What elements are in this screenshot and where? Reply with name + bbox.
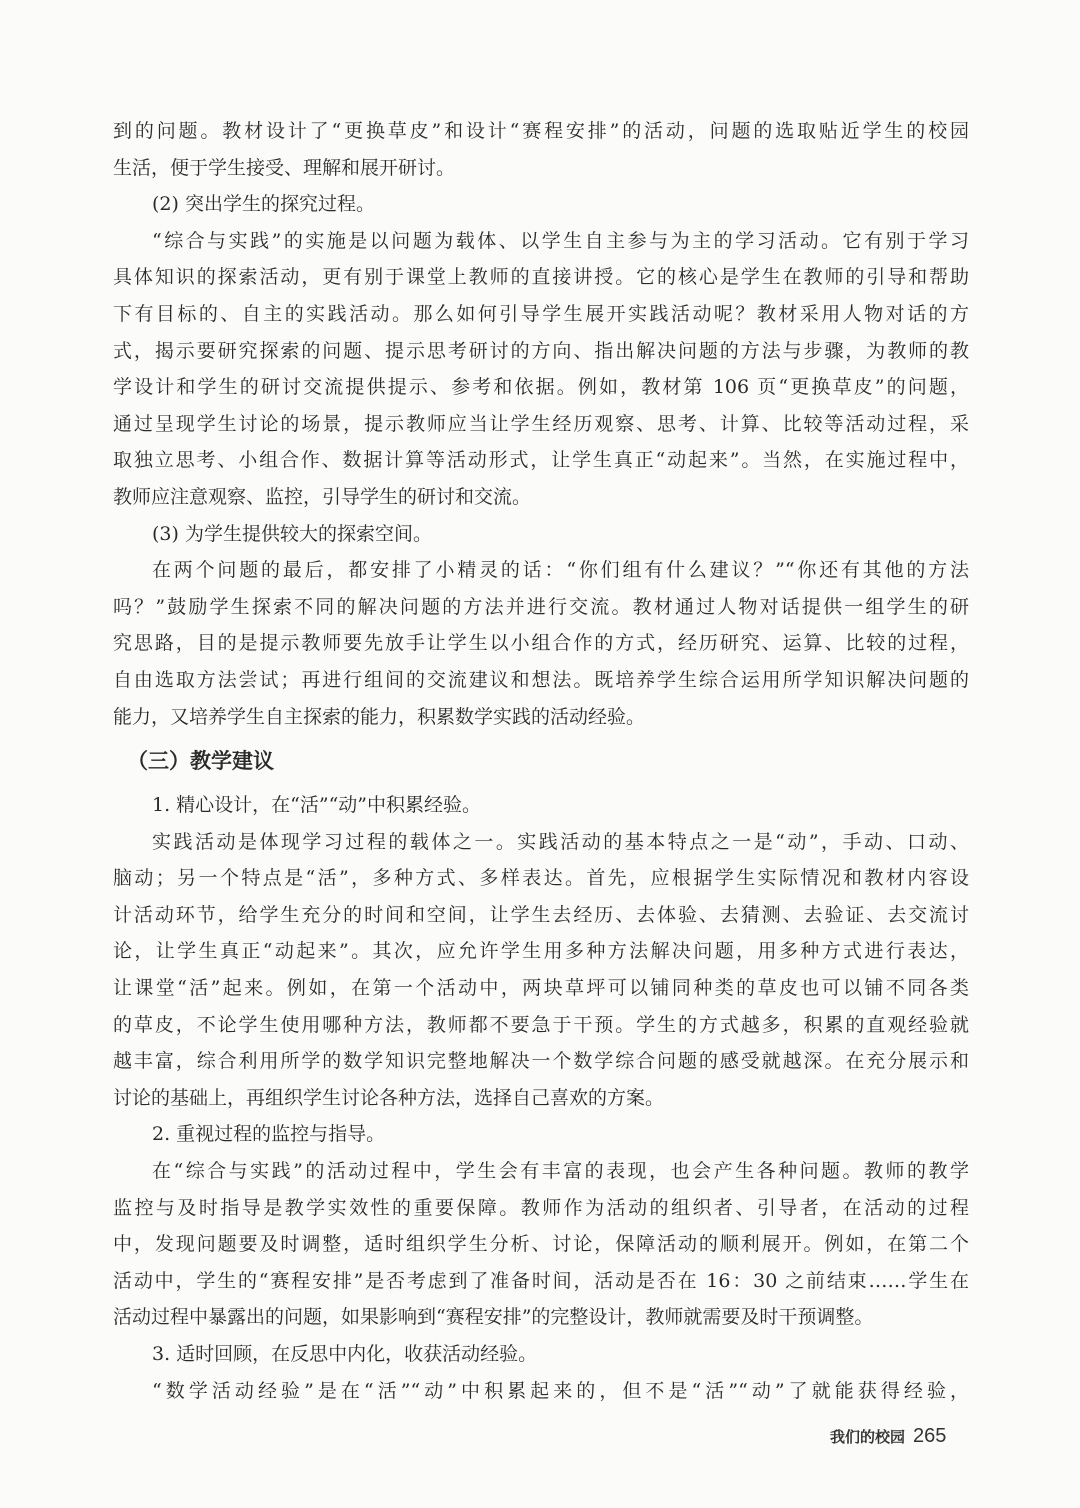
text-line: 3. 适时回顾，在反思中内化，收获活动经验。 xyxy=(152,1343,538,1365)
text-line: 生活，便于学生接受、理解和展开研讨。 xyxy=(113,156,456,179)
text-line: 到的问题。教材设计了“更换草皮”和设计“赛程安排”的活动，问题的选取贴近学生的校园 xyxy=(113,120,969,142)
text-line: 教师应注意观察、监控，引导学生的研讨和交流。 xyxy=(113,485,532,508)
text-line: 通过呈现学生讨论的场景，提示教师应当让学生经历观察、思考、计算、比较等活动过程，采 xyxy=(113,412,969,435)
heading-text: （三）教学建议 xyxy=(127,748,274,774)
text-line: 在“综合与实践”的活动过程中，学生会有丰富的表现，也会产生各种问题。教师的教学 xyxy=(152,1160,969,1183)
text-line: 脑动；另一个特点是“活”，多种方式、多样表达。首先，应根据学生实际情况和教材内容设 xyxy=(113,867,969,890)
text-line: “综合与实践”的实施是以问题为载体、以学生自主参与为主的学习活动。它有别于学习 xyxy=(152,229,969,252)
text-line: 论，让学生真正“动起来”。其次，应允许学生用多种方法解决问题，用多种方式进行表达， xyxy=(113,940,969,963)
text-line: (2) 突出学生的探究过程。 xyxy=(152,193,375,216)
text-line: 吗？”鼓励学生探索不同的解决问题的方法并进行交流。教材通过人物对话提供一组学生的研 xyxy=(113,595,969,618)
text-line: 自由选取方法尝试；再进行组间的交流建议和想法。既培养学生综合运用所学知识解决问题的 xyxy=(113,668,969,691)
text-line: 活动中，学生的“赛程安排”是否考虑到了准备时间，活动是否在 16：30 之前结束……学生在 xyxy=(113,1269,969,1292)
text-line: (3) 为学生提供较大的探索空间。 xyxy=(152,522,432,545)
paragraph xyxy=(113,1153,969,1336)
paragraph xyxy=(113,1116,969,1153)
text-line: “数学活动经验”是在“活”“动”中积累起来的，但不是“活”“动”了就能获得经验， xyxy=(152,1379,969,1402)
text-line: 计活动环节，给学生充分的时间和空间，让学生去经历、去体验、去猜测、去验证、去交流讨 xyxy=(113,903,969,926)
page-footer xyxy=(830,1425,946,1448)
text-line: 式，揭示要研究探索的问题、提示思考研讨的方向、指出解决问题的方法与步骤，为教师的教 xyxy=(113,339,969,362)
text-line: 让课堂“活”起来。例如，在第一个活动中，两块草坪可以铺同种类的草皮也可以铺不同各类 xyxy=(113,977,969,1000)
paragraph xyxy=(113,1336,969,1373)
page-body xyxy=(113,113,969,1409)
text-line: 越丰富，综合利用所学的数学知识完整地解决一个数学综合问题的感受就越深。在充分展示和 xyxy=(113,1050,969,1073)
text-line: 具体知识的探索活动，更有别于课堂上教师的直接讲授。它的核心是学生在教师的引导和帮助 xyxy=(113,266,969,289)
text-line: 讨论的基础上，再组织学生讨论各种方法，选择自己喜欢的方案。 xyxy=(113,1086,665,1109)
page-number: 265 xyxy=(913,1425,947,1447)
footer-chapter-title: 我们的校园 xyxy=(830,1428,906,1446)
text-line: 学设计和学生的研讨交流提供提示、参考和依据。例如，教材第 106 页“更换草皮”的问题， xyxy=(113,376,969,399)
paragraph xyxy=(113,824,969,1117)
paragraph xyxy=(113,787,969,824)
text-line: 实践活动是体现学习过程的载体之一。实践活动的基本特点之一是“动”，手动、口动、 xyxy=(152,830,969,853)
text-line: 监控与及时指导是教学实效性的重要保障。教师作为活动的组织者、引导者，在活动的过程 xyxy=(113,1196,969,1219)
paragraph xyxy=(113,113,969,186)
text-line: 能力，又培养学生自主探索的能力，积累数学实践的活动经验。 xyxy=(113,705,646,728)
text-line: 在两个问题的最后，都安排了小精灵的话：“你们组有什么建议？”“你还有其他的方法 xyxy=(152,559,969,582)
text-line: 2. 重视过程的监控与指导。 xyxy=(152,1123,386,1146)
paragraph xyxy=(113,1373,969,1410)
text-line: 中，发现问题要及时调整，适时组织学生分析、讨论，保障活动的顺利展开。例如，在第二个 xyxy=(113,1233,969,1256)
text-line: 究思路，目的是提示教师要先放手让学生以小组合作的方式，经历研究、运算、比较的过程， xyxy=(113,632,969,655)
paragraph xyxy=(113,223,969,516)
text-line: 的草皮，不论学生使用哪种方法，教师都不要急于干预。学生的方式越多，积累的直观经验就 xyxy=(113,1013,969,1036)
text-line: 1. 精心设计，在“活”“动”中积累经验。 xyxy=(152,794,482,817)
text-line: 取独立思考、小组合作、数据计算等活动形式，让学生真正“动起来”。当然，在实施过程中， xyxy=(113,449,969,472)
section-heading xyxy=(113,737,969,785)
text-line: 活动过程中暴露出的问题，如果影响到“赛程安排”的完整设计，教师就需要及时干预调整。 xyxy=(113,1306,874,1329)
paragraph xyxy=(113,516,969,553)
paragraph xyxy=(113,186,969,223)
paragraph xyxy=(113,552,969,735)
text-line: 下有目标的、自主的实践活动。那么如何引导学生展开实践活动呢？教材采用人物对话的方 xyxy=(113,302,969,325)
